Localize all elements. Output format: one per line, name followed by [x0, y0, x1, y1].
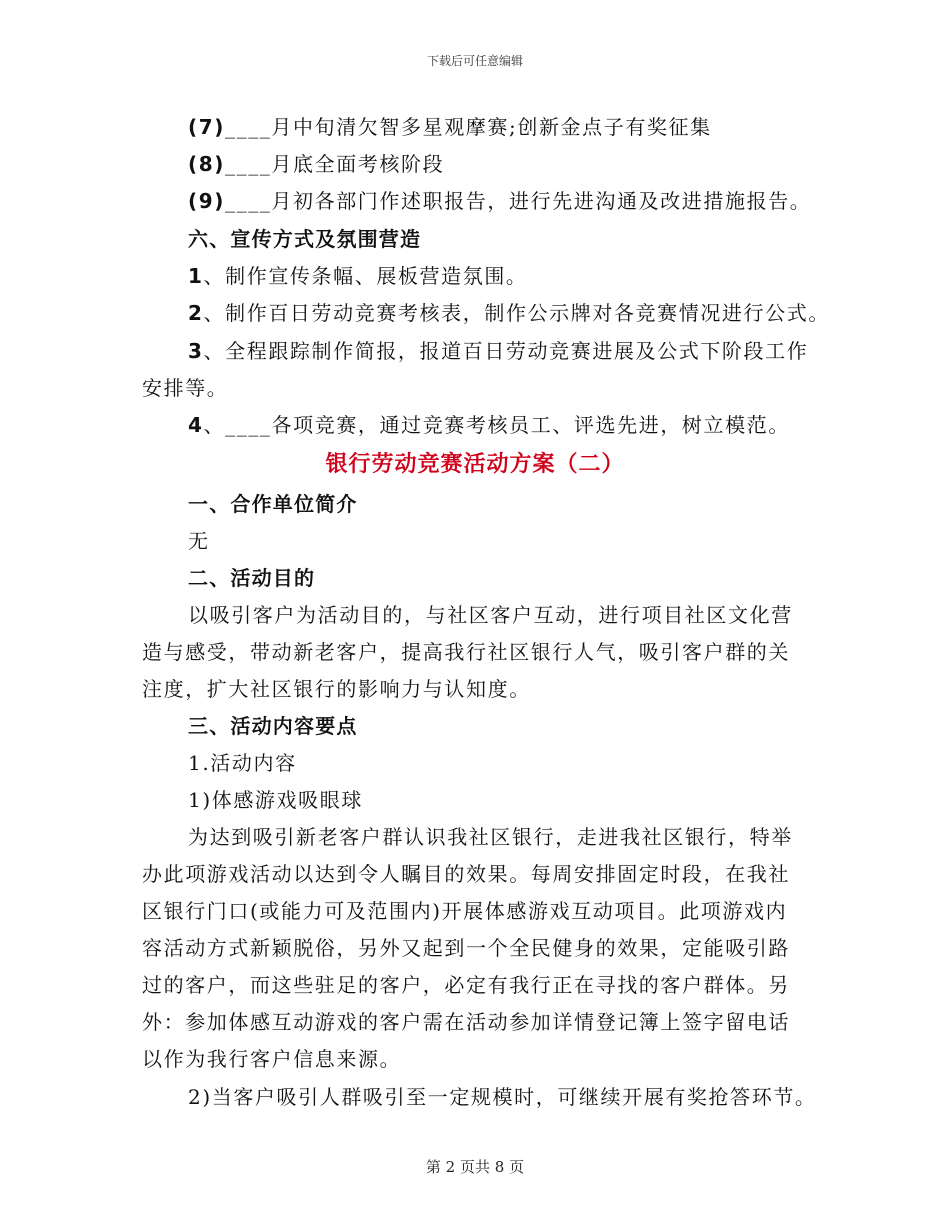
section-heading: 三、活动内容要点 [188, 714, 358, 738]
document-title: 银行劳动竞赛活动方案（二） [325, 452, 625, 477]
item-number: (7) [188, 115, 225, 139]
item-text: 、____各项竞赛，通过竞赛考核员工、评选先进，树立模范。 [203, 413, 790, 437]
item-number: 3 [188, 339, 204, 363]
section-heading: 二、活动目的 [188, 566, 316, 590]
paragraph-line: 外：参加体感互动游戏的客户需在活动参加详情登记簿上签字留电话 [142, 1010, 790, 1034]
page-header: 下载后可任意编辑 [426, 54, 523, 68]
paragraph-line: 注度，扩大社区银行的影响力与认知度。 [142, 677, 531, 701]
subheading: 1)体感游戏吸眼球 [188, 788, 363, 812]
paragraph-line: 2)当客户吸引人群吸引至一定规模时，可继续开展有奖抢答环节。 [188, 1085, 817, 1109]
page-footer: 第 2 页共 8 页 [425, 1158, 525, 1176]
paragraph-line: 以吸引客户为活动目的，与社区客户互动，进行项目社区文化营 [188, 603, 793, 627]
section-heading: 六、宣传方式及氛围营造 [188, 227, 422, 251]
list-item [188, 257, 528, 295]
list-item [188, 332, 808, 370]
item-text: 、全程跟踪制作简报，报道百日劳动竞赛进展及公式下阶段工作 [203, 339, 809, 363]
item-text: 、制作百日劳动竞赛考核表，制作公示牌对各竞赛情况进行公式。 [203, 301, 830, 325]
item-text: 、制作宣传条幅、展板营造氛围。 [203, 264, 528, 288]
item-number: (8) [188, 152, 225, 176]
item-text: ____月底全面考核阶段 [225, 152, 445, 176]
list-item-continuation [142, 369, 228, 407]
paragraph-line: 区银行门口(或能力可及范围内)开展体感游戏互动项目。此项游戏内 [142, 899, 788, 923]
item-number: (9) [188, 189, 225, 213]
item-text: ____月初各部门作述职报告，进行先进沟通及改进措施报告。 [225, 189, 812, 213]
paragraph-line: 以作为我行客户信息来源。 [142, 1047, 402, 1071]
paragraph-line: 过的客户，而这些驻足的客户，必定有我行正在寻找的客户群体。另 [142, 973, 790, 997]
list-item [188, 406, 790, 444]
section-heading: 一、合作单位简介 [188, 492, 358, 516]
schedule-item [188, 182, 811, 220]
schedule-item [188, 145, 444, 183]
item-number: 2 [188, 301, 204, 325]
paragraph-line: 办此项游戏活动以达到令人瞩目的效果。每周安排固定时段，在我社 [142, 862, 790, 886]
paragraph-line: 为达到吸引新老客户群认识我社区银行，走进我社区银行，特举 [188, 825, 793, 849]
item-text: ____月中旬清欠智多星观摩赛;创新金点子有奖征集 [225, 115, 712, 139]
item-number: 1 [188, 264, 204, 288]
paragraph-line: 造与感受，带动新老客户，提高我行社区银行人气，吸引客户群的关 [142, 640, 790, 664]
item-text: 安排等。 [142, 376, 229, 400]
schedule-item [188, 108, 712, 146]
paragraph-line: 容活动方式新颖脱俗，另外又起到一个全民健身的效果，定能吸引路 [142, 936, 790, 960]
item-number: 4 [188, 413, 204, 437]
paragraph: 无 [188, 529, 210, 553]
subheading: 1.活动内容 [188, 751, 297, 775]
list-item [188, 294, 830, 332]
